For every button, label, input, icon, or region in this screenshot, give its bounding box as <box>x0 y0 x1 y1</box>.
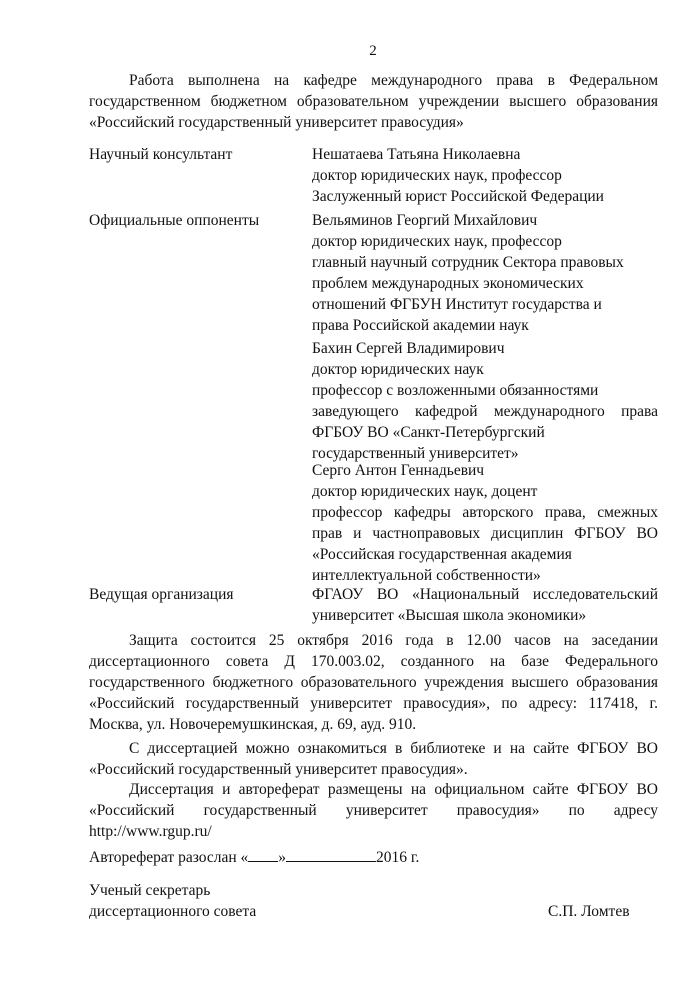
opponent-line: главный научный сотрудник Сектора правовых <box>312 254 624 271</box>
opponent-2-details <box>312 338 658 464</box>
opponent-line: профессор кафедры авторского права, смежных <box>312 504 658 521</box>
month-blank <box>286 846 376 862</box>
page-number: 2 <box>369 43 377 59</box>
leading-org-label: Ведущая организация <box>89 586 234 603</box>
secretary-title-2: диссертационного совета <box>89 903 257 920</box>
opponent-line: профессор с возложенными обязанностями <box>312 382 599 399</box>
opponent-3-details <box>312 460 658 586</box>
website-text: Диссертация и автореферат размещены на официальном сайте ФГБОУ ВО «Российский государственный университет правосудия» по адресу http://www.rgup.ru/ <box>89 781 658 840</box>
consultant-line: Нешатаева Татьяна Николаевна <box>312 146 521 163</box>
opponent-line: проблем международных экономических <box>312 275 584 292</box>
opponent-line: доктор юридических наук, доцент <box>312 483 538 500</box>
library-text: С диссертацией можно ознакомиться в библиотеке и на сайте ФГБОУ ВО «Российский государственный университет правосудия». <box>89 740 658 778</box>
sent-line <box>89 846 419 868</box>
intro-paragraph <box>89 70 658 133</box>
consultant-line: Заслуженный юрист Российской Федерации <box>312 188 604 205</box>
opponent-line: доктор юридических наук <box>312 361 484 378</box>
sent-suffix: 2016 г. <box>376 849 420 866</box>
opponent-line: ФГБОУ ВО «Санкт-Петербургский <box>312 424 545 441</box>
opponent-line: отношений ФГБУН Институт государства и <box>312 296 602 313</box>
secretary-title-1: Ученый секретарь <box>89 882 211 899</box>
secretary-name: С.П. Ломтев <box>548 903 630 920</box>
consultant-line: доктор юридических наук, профессор <box>312 167 562 184</box>
opponent-line: права Российской академии наук <box>312 317 529 334</box>
leading-org-line: университет «Высшая школа экономики» <box>312 607 587 624</box>
consultant-label: Научный консультант <box>89 146 233 163</box>
opponents-label: Официальные оппоненты <box>89 212 260 229</box>
opponent-line: Вельяминов Георгий Михайлович <box>312 212 538 229</box>
sent-prefix: Автореферат разослан « <box>89 849 249 866</box>
intro-text: Работа выполнена на кафедре международного права в Федеральном государственном бюджетном образовательном учреждении высшего образования «Российский государственный университет правосудия» <box>89 72 658 131</box>
opponent-line: интеллектуальной собственности» <box>312 567 541 584</box>
opponent-1-details <box>312 210 658 336</box>
defense-paragraph <box>89 630 658 735</box>
leading-org-line: ФГАОУ ВО «Национальный исследовательский <box>312 586 658 603</box>
library-paragraph <box>89 738 658 780</box>
consultant-details <box>312 144 658 207</box>
opponent-line: доктор юридических наук, профессор <box>312 233 562 250</box>
website-paragraph <box>89 779 658 842</box>
day-blank <box>248 846 278 862</box>
opponent-line: заведующего кафедрой международного права <box>312 403 658 420</box>
defense-text: Защита состоится 25 октября 2016 года в 12.00 часов на заседании диссертационного совета Д 170.003.02, созданного на базе Федерального государственного бюджетного образовательного учреждения высшего образования «Российский государственный университет правосудия», по адресу: 117418, г. Москва, ул. Новочеремушкинская, д. 69, ауд. 910. <box>89 632 658 733</box>
opponent-line: государственный университет» <box>312 445 519 462</box>
sent-mid: » <box>278 849 287 866</box>
opponent-line: прав и частноправовых дисциплин ФГБОУ ВО <box>312 525 658 542</box>
opponent-line: Серго Антон Геннадьевич <box>312 462 485 479</box>
leading-org-details <box>312 584 658 626</box>
opponent-line: «Российская государственная академия <box>312 546 572 563</box>
opponent-line: Бахин Сергей Владимирович <box>312 340 505 357</box>
